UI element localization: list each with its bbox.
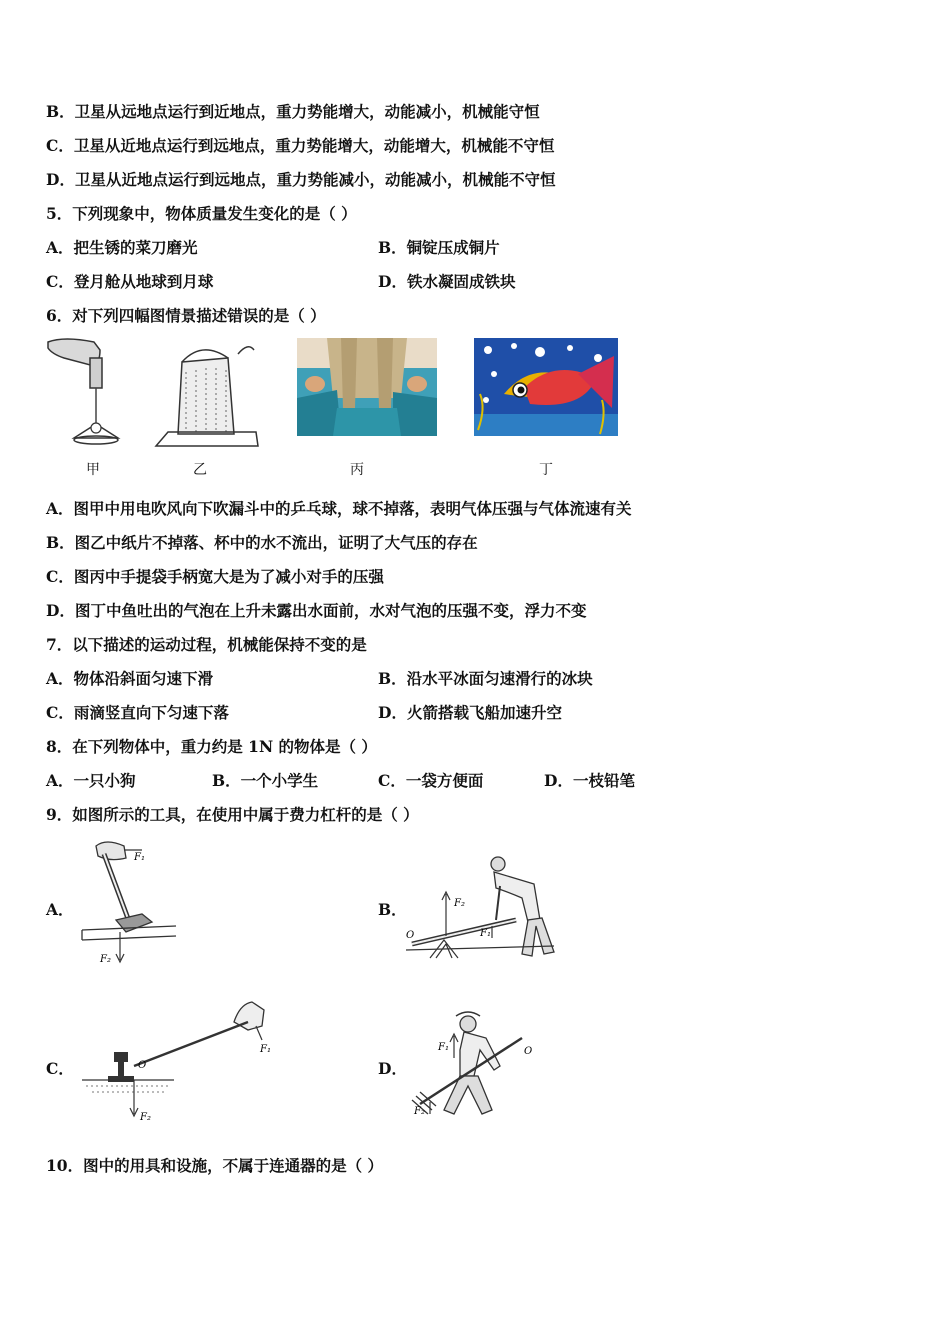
q7-option-d: D．火箭搭载飞船加速升空 [378, 703, 562, 722]
q10-stem: 10．图中的用具和设施，不属于连通器的是（ ） [46, 1156, 383, 1175]
q9b-f2-label: F₂ [454, 898, 465, 909]
q7-option-b: B．沿水平冰面匀速滑行的冰块 [378, 669, 593, 688]
q8-option-a: A．一只小狗 [46, 771, 136, 790]
q6-option-d: D．图丁中鱼吐出的气泡在上升未露出水面前，水对气泡的压强不变，浮力不变 [46, 601, 587, 620]
q9d-f2-label: F₂ [414, 1106, 425, 1117]
q9c-f1-label: F₁ [260, 1044, 271, 1055]
q4-option-b: B．卫星从远地点运行到近地点，重力势能增大，动能减小，机械能守恒 [46, 102, 540, 121]
q9d-f1-label: F₁ [438, 1042, 449, 1053]
q6-figure-yi [152, 336, 262, 452]
q9-label-d: D． [378, 1059, 407, 1078]
q5-option-c: C．登月舱从地球到月球 [46, 272, 214, 291]
q8-option-d: D．一枝铅笔 [544, 771, 635, 790]
q5-option-a: A．把生锈的菜刀磨光 [46, 238, 198, 257]
q6-caption-yi: 乙 [193, 462, 207, 478]
q9c-o-label: O [138, 1060, 147, 1071]
q6-caption-jia: 甲 [86, 462, 100, 478]
q7-stem: 7．以下描述的运动过程，机械能保持不变的是 [46, 635, 367, 654]
q6-option-b: B．图乙中纸片不掉落、杯中的水不流出，证明了大气压的存在 [46, 533, 478, 552]
q9-label-a: A． [46, 900, 74, 919]
q9-label-c: C． [46, 1059, 74, 1078]
q9-figure-b [404, 854, 564, 964]
q9b-o-label: O [406, 930, 415, 941]
q5-stem: 5．下列现象中，物体质量发生变化的是（ ） [46, 204, 357, 223]
q9a-f2-label: F₂ [100, 954, 111, 965]
q8-stem: 8．在下列物体中，重力约是 1N 的物体是（ ） [46, 737, 377, 756]
q6-figure-jia [44, 336, 124, 456]
q6-figure-ding [474, 338, 618, 436]
q6-option-c: C．图丙中手提袋手柄宽大是为了减小对手的压强 [46, 567, 384, 586]
q9-figure-d [404, 1010, 554, 1126]
q5-option-d: D．铁水凝固成铁块 [378, 272, 516, 291]
q9b-f1-label: F₁ [480, 928, 491, 939]
q6-caption-ding: 丁 [539, 462, 553, 478]
q9c-f2-label: F₂ [140, 1112, 151, 1123]
q6-figure-bing [297, 338, 437, 436]
q7-option-c: C．雨滴竖直向下匀速下落 [46, 703, 229, 722]
q6-option-a: A．图甲中用电吹风向下吹漏斗中的乒乓球，球不掉落，表明气体压强与气体流速有关 [46, 499, 632, 518]
q9a-f1-label: F₁ [134, 852, 145, 863]
q6-caption-bing: 丙 [350, 462, 364, 478]
q4-option-d: D．卫星从近地点运行到远地点，重力势能减小，动能减小，机械能不守恒 [46, 170, 556, 189]
q7-option-a: A．物体沿斜面匀速下滑 [46, 669, 214, 688]
q4-option-c: C．卫星从近地点运行到远地点，重力势能增大，动能增大，机械能不守恒 [46, 136, 555, 155]
q9-figure-a [80, 836, 190, 966]
q8-option-b: B．一个小学生 [212, 771, 319, 790]
q6-stem: 6．对下列四幅图情景描述错误的是（ ） [46, 306, 326, 325]
q5-option-b: B．铜锭压成铜片 [378, 238, 500, 257]
q8-option-c: C．一袋方便面 [378, 771, 484, 790]
q9-stem: 9．如图所示的工具，在使用中属于费力杠杆的是（ ） [46, 805, 419, 824]
q9d-o-label: O [524, 1046, 533, 1057]
q9-label-b: B． [378, 900, 407, 919]
q9-figure-c [80, 996, 280, 1126]
